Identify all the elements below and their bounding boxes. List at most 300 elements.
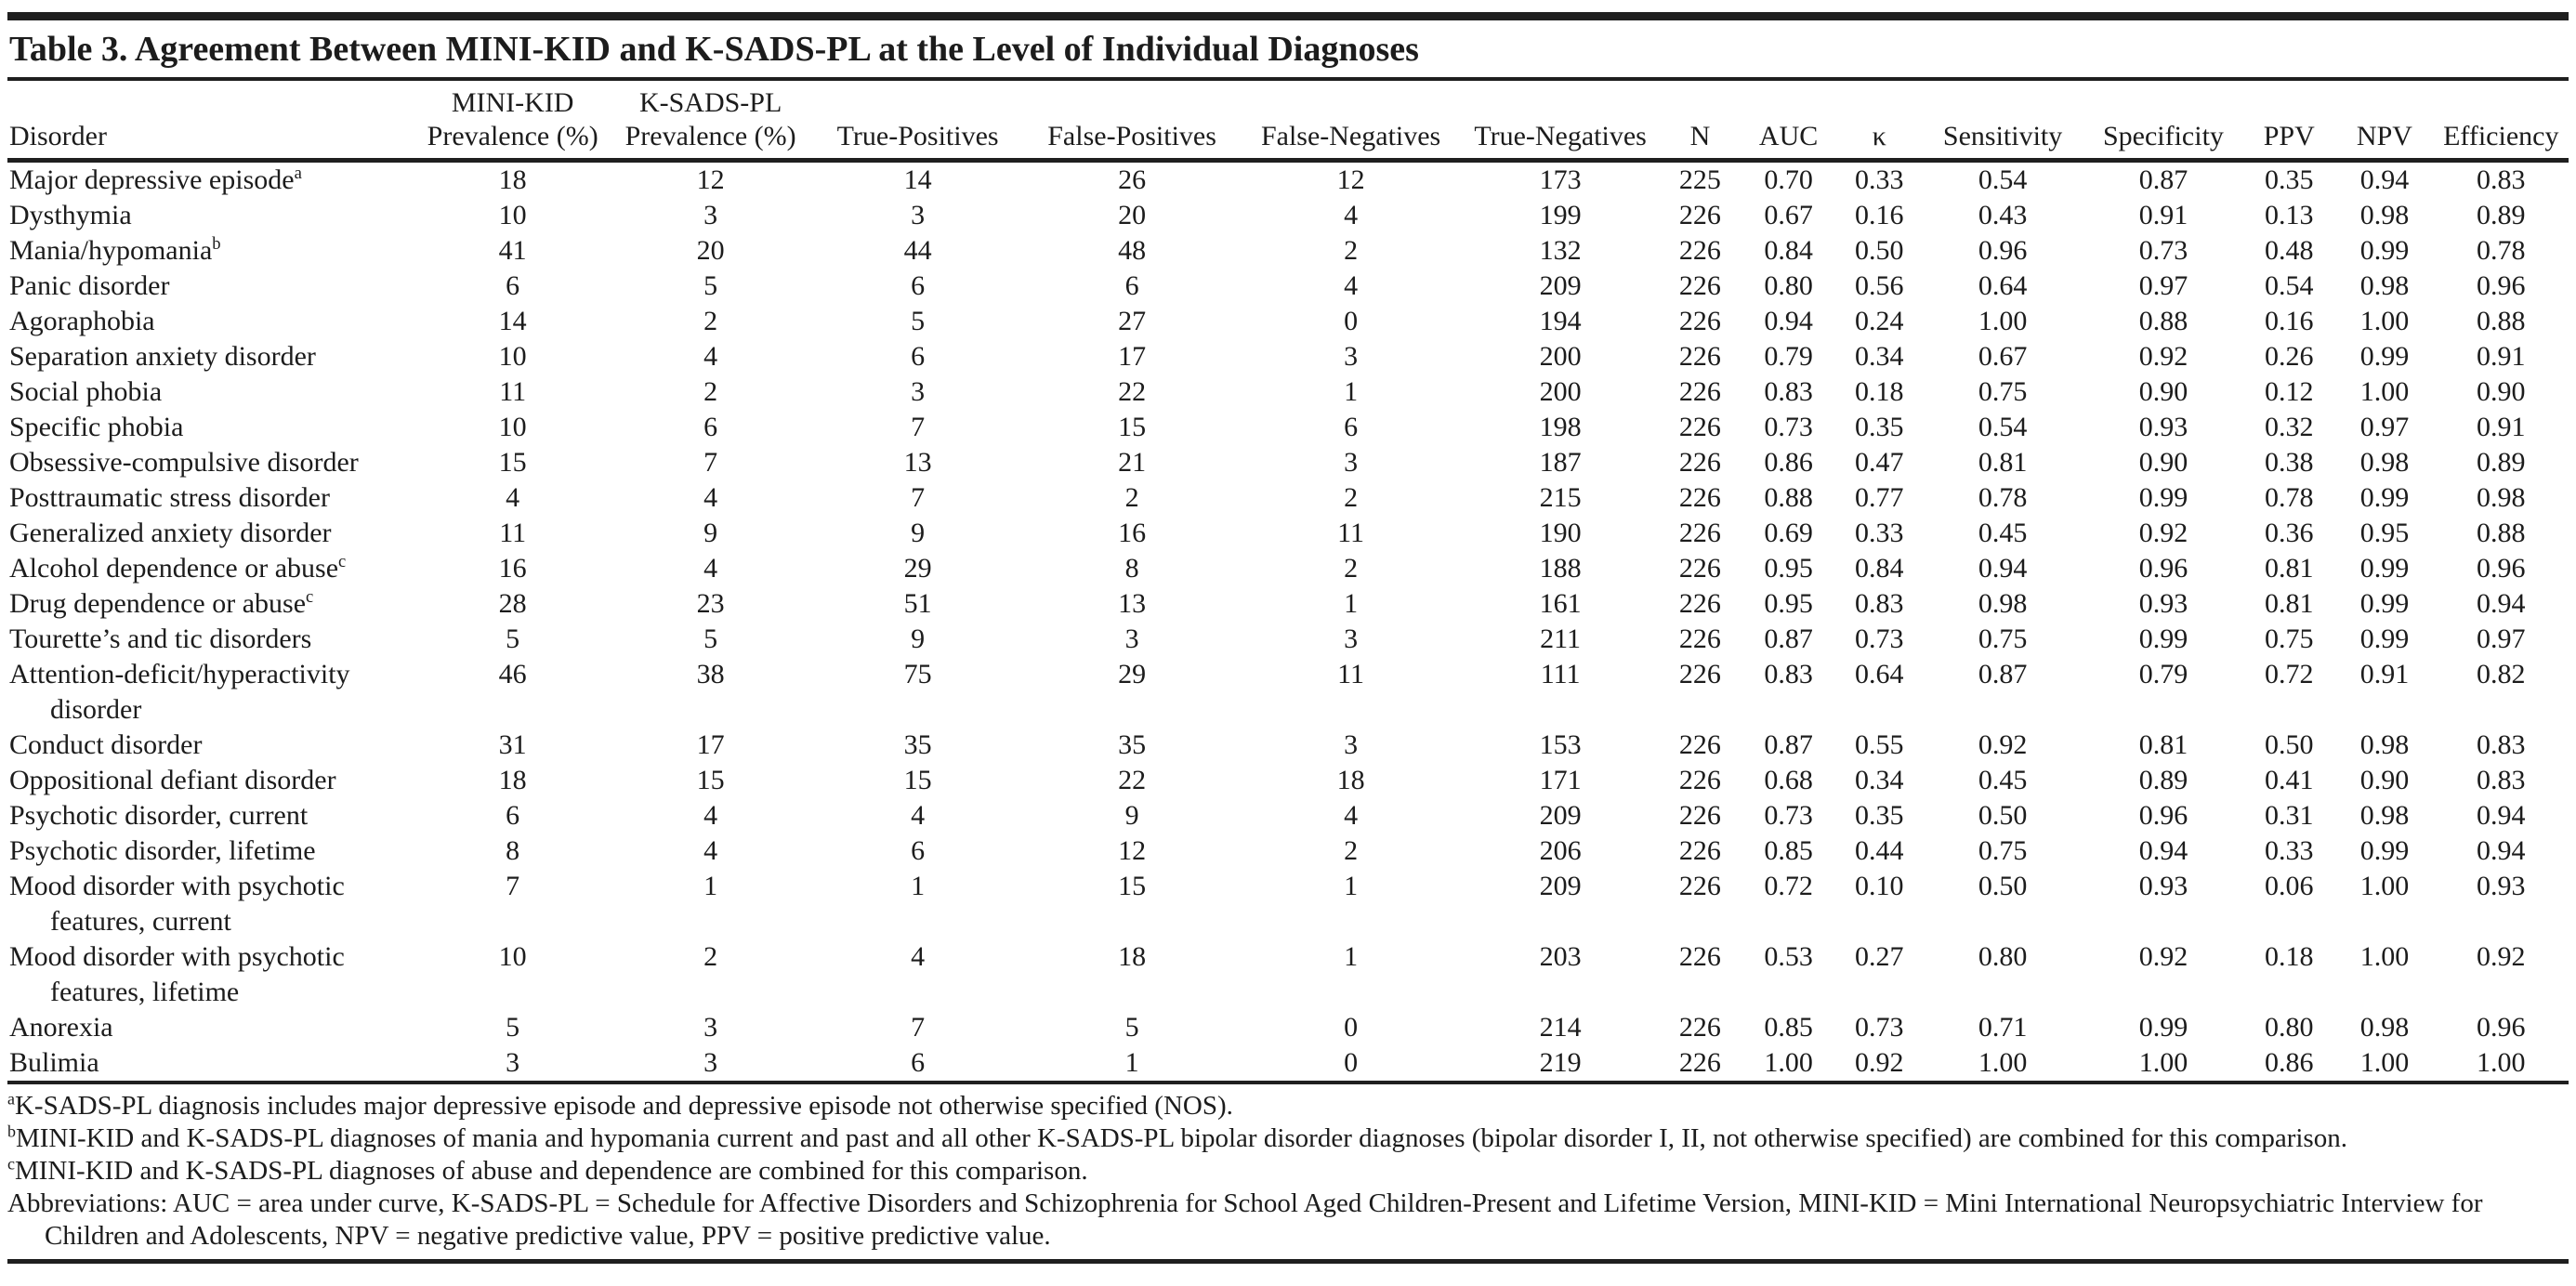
cell-sensitivity: 0.87	[1978, 659, 2028, 689]
disorder-name: Panic disorder	[9, 270, 170, 301]
cell-ksads_prevalence: 1	[703, 871, 718, 901]
cell-sensitivity: 0.75	[1978, 376, 2028, 407]
cell-false_positives: 29	[1118, 659, 1147, 689]
cell-efficiency: 0.88	[2477, 306, 2526, 336]
cell-disorder	[7, 939, 417, 1010]
cell-disorder	[7, 869, 417, 939]
cell-false_negatives: 0	[1242, 1045, 1461, 1083]
cell-false_negatives: 2	[1344, 835, 1359, 866]
cell-auc: 0.95	[1764, 588, 1813, 619]
cell-disorder	[7, 198, 417, 233]
cell-true_negatives: 215	[1539, 482, 1582, 513]
col-header-false_positives: False-Positives	[1022, 81, 1242, 161]
disorder-name: Anorexia	[9, 1012, 113, 1043]
cell-auc: 1.00	[1740, 1045, 1837, 1083]
cell-true_positives: 14	[903, 164, 932, 195]
cell-efficiency: 0.98	[2477, 482, 2526, 513]
cell-disorder	[7, 798, 417, 833]
cell-specificity: 0.81	[2138, 729, 2188, 760]
cell-n: 226	[1678, 306, 1721, 336]
cell-efficiency: 0.90	[2477, 376, 2526, 407]
cell-ksads_prevalence: 2	[703, 306, 718, 336]
cell-ksads_prevalence: 20	[696, 235, 725, 266]
disorder-name: Dysthymia	[9, 200, 132, 230]
cell-true_negatives: 194	[1539, 306, 1582, 336]
cell-ppv: 0.75	[2264, 623, 2314, 654]
cell-npv: 0.99	[2359, 835, 2410, 866]
cell-auc: 0.80	[1764, 270, 1813, 301]
cell-disorder	[7, 516, 417, 551]
col-header-true_negatives: True-Negatives	[1460, 81, 1660, 161]
cell-false_positives: 35	[1118, 729, 1147, 760]
cell-true_negatives: 203	[1539, 941, 1582, 972]
cell-auc: 0.95	[1764, 553, 1813, 584]
cell-false_positives: 16	[1118, 518, 1147, 548]
cell-npv: 0.98	[2359, 729, 2410, 760]
cell-npv: 0.99	[2359, 482, 2410, 513]
cell-kappa: 0.73	[1855, 623, 1904, 654]
disorder-footnote-marker: c	[306, 587, 314, 607]
table-row	[7, 551, 2569, 586]
cell-auc: 0.53	[1764, 941, 1813, 972]
cell-sensitivity: 1.00	[1978, 306, 2028, 336]
cell-n: 226	[1678, 800, 1721, 831]
cell-ksads_prevalence: 7	[703, 447, 718, 478]
disorder-name: Posttraumatic stress disorder	[9, 482, 330, 513]
cell-ksads_prevalence: 23	[696, 588, 725, 619]
table-row	[7, 339, 2569, 374]
col-header-ppv: PPV	[2242, 81, 2335, 161]
col-header-sensitivity: Sensitivity	[1921, 81, 2083, 161]
cell-kappa: 0.10	[1855, 871, 1904, 901]
cell-npv: 0.91	[2359, 659, 2410, 689]
cell-true_positives: 7	[911, 1012, 926, 1043]
cell-false_negatives: 0	[1344, 306, 1359, 336]
cell-auc: 0.88	[1764, 482, 1813, 513]
disorder-name-continuation: features, current	[50, 906, 231, 937]
cell-sensitivity: 0.96	[1978, 235, 2028, 266]
cell-auc: 0.70	[1764, 164, 1813, 195]
cell-false_negatives: 0	[1344, 1012, 1359, 1043]
cell-n: 226	[1678, 765, 1721, 795]
table-row	[7, 445, 2569, 480]
table-row	[7, 161, 2569, 199]
cell-kappa: 0.50	[1855, 235, 1904, 266]
cell-ksads_prevalence: 3	[703, 1012, 718, 1043]
cell-mini_kid_prevalence: 28	[498, 588, 527, 619]
cell-n: 226	[1678, 941, 1721, 972]
cell-n: 226	[1678, 729, 1721, 760]
table-row	[7, 728, 2569, 763]
cell-npv: 0.99	[2359, 553, 2410, 584]
cell-n: 226	[1678, 200, 1721, 230]
cell-disorder	[7, 269, 417, 304]
cell-efficiency: 0.78	[2477, 235, 2526, 266]
cell-mini_kid_prevalence: 7	[506, 871, 520, 901]
cell-efficiency: 0.94	[2477, 835, 2526, 866]
cell-ppv: 0.81	[2264, 588, 2314, 619]
cell-auc: 0.83	[1764, 376, 1813, 407]
cell-ppv: 0.50	[2264, 729, 2314, 760]
cell-auc: 0.85	[1764, 1012, 1813, 1043]
cell-ppv: 0.78	[2264, 482, 2314, 513]
cell-true_positives: 44	[903, 235, 932, 266]
cell-npv: 0.99	[2359, 623, 2410, 654]
cell-n: 226	[1678, 1012, 1721, 1043]
cell-sensitivity: 1.00	[1921, 1045, 2083, 1083]
cell-ksads_prevalence: 4	[703, 800, 718, 831]
cell-sensitivity: 0.64	[1978, 270, 2028, 301]
cell-specificity: 0.99	[2138, 482, 2188, 513]
disorder-name: Obsessive-compulsive disorder	[9, 447, 359, 478]
cell-efficiency: 0.89	[2477, 447, 2526, 478]
cell-n: 226	[1678, 871, 1721, 901]
cell-ksads_prevalence: 4	[703, 341, 718, 372]
cell-n: 226	[1678, 553, 1721, 584]
cell-false_negatives: 6	[1344, 412, 1359, 442]
cell-mini_kid_prevalence: 4	[506, 482, 520, 513]
agreement-table	[7, 81, 2569, 1084]
cell-true_positives: 6	[911, 835, 926, 866]
cell-true_positives: 75	[903, 659, 932, 689]
cell-true_negatives: 199	[1539, 200, 1582, 230]
col-header-kappa: κ	[1837, 81, 1921, 161]
cell-npv: 0.98	[2359, 1012, 2410, 1043]
table-row	[7, 410, 2569, 445]
col-header-specificity: Specificity	[2084, 81, 2242, 161]
cell-ppv: 0.54	[2264, 270, 2314, 301]
cell-false_negatives: 1	[1344, 376, 1359, 407]
col-header-true_positives: True-Positives	[813, 81, 1022, 161]
table-row	[7, 939, 2569, 1010]
cell-true_negatives: 171	[1539, 765, 1582, 795]
cell-kappa: 0.83	[1855, 588, 1904, 619]
cell-mini_kid_prevalence: 5	[506, 1012, 520, 1043]
cell-specificity: 0.90	[2138, 376, 2188, 407]
cell-ksads_prevalence: 15	[696, 765, 725, 795]
cell-kappa: 0.84	[1855, 553, 1904, 584]
cell-ppv: 0.86	[2242, 1045, 2335, 1083]
cell-false_positives: 9	[1124, 800, 1139, 831]
cell-ppv: 0.72	[2264, 659, 2314, 689]
cell-true_positives: 1	[911, 871, 926, 901]
cell-sensitivity: 0.67	[1978, 341, 2028, 372]
cell-n: 226	[1678, 376, 1721, 407]
cell-false_negatives: 2	[1344, 235, 1359, 266]
table-bottom-rule	[7, 1259, 2569, 1264]
cell-disorder	[7, 833, 417, 869]
cell-efficiency: 0.94	[2477, 800, 2526, 831]
col-header-auc: AUC	[1740, 81, 1837, 161]
disorder-name: Mania/hypomania	[9, 235, 213, 266]
cell-ksads_prevalence: 2	[703, 376, 718, 407]
cell-disorder	[7, 410, 417, 445]
cell-false_negatives: 4	[1344, 800, 1359, 831]
cell-true_positives: 7	[911, 412, 926, 442]
cell-specificity: 0.92	[2138, 341, 2188, 372]
cell-disorder	[7, 1045, 417, 1083]
cell-true_positives: 3	[911, 200, 926, 230]
cell-true_negatives: 198	[1539, 412, 1582, 442]
cell-disorder	[7, 657, 417, 728]
cell-disorder	[7, 622, 417, 657]
cell-n: 226	[1678, 588, 1721, 619]
footnotes	[7, 1084, 2569, 1253]
cell-disorder	[7, 763, 417, 798]
table-row	[7, 516, 2569, 551]
cell-mini_kid_prevalence: 10	[498, 941, 527, 972]
disorder-name: Separation anxiety disorder	[9, 341, 316, 372]
cell-mini_kid_prevalence: 15	[498, 447, 527, 478]
cell-auc: 0.84	[1764, 235, 1813, 266]
cell-mini_kid_prevalence: 11	[499, 518, 527, 548]
table-row	[7, 1045, 2569, 1083]
cell-auc: 0.69	[1764, 518, 1813, 548]
col-header-efficiency: Efficiency	[2434, 81, 2569, 161]
cell-ppv: 0.81	[2264, 553, 2314, 584]
cell-true_negatives: 132	[1539, 235, 1582, 266]
cell-kappa: 0.73	[1855, 1012, 1904, 1043]
cell-disorder	[7, 445, 417, 480]
cell-true_positives: 9	[911, 623, 926, 654]
cell-false_positives: 21	[1118, 447, 1147, 478]
cell-true_positives: 51	[903, 588, 932, 619]
cell-auc: 0.86	[1764, 447, 1813, 478]
cell-ksads_prevalence: 4	[703, 482, 718, 513]
disorder-name: Psychotic disorder, current	[9, 800, 309, 831]
cell-ksads_prevalence: 9	[703, 518, 718, 548]
cell-kappa: 0.18	[1855, 376, 1904, 407]
table-row	[7, 657, 2569, 728]
cell-mini_kid_prevalence: 8	[506, 835, 520, 866]
cell-n: 225	[1678, 164, 1721, 195]
cell-ppv: 0.06	[2264, 871, 2314, 901]
cell-n: 226	[1678, 623, 1721, 654]
cell-disorder	[7, 1010, 417, 1045]
cell-true_positives: 6	[813, 1045, 1022, 1083]
cell-ksads_prevalence: 6	[703, 412, 718, 442]
col-header-ksads_prevalence: K-SADS-PL Prevalence (%)	[608, 81, 812, 161]
cell-mini_kid_prevalence: 46	[498, 659, 527, 689]
disorder-name: Drug dependence or abuse	[9, 588, 307, 619]
cell-n: 226	[1678, 835, 1721, 866]
cell-true_negatives: 173	[1539, 164, 1582, 195]
cell-specificity: 0.88	[2138, 306, 2188, 336]
cell-efficiency: 0.96	[2477, 1012, 2526, 1043]
cell-false_negatives: 12	[1336, 164, 1365, 195]
disorder-name: Generalized anxiety disorder	[9, 518, 332, 548]
cell-false_positives: 12	[1118, 835, 1147, 866]
cell-disorder	[7, 339, 417, 374]
cell-false_positives: 3	[1124, 623, 1139, 654]
cell-npv: 0.99	[2359, 341, 2410, 372]
cell-specificity: 0.94	[2138, 835, 2188, 866]
cell-ksads_prevalence: 4	[703, 553, 718, 584]
cell-true_positives: 6	[911, 270, 926, 301]
cell-sensitivity: 0.80	[1978, 941, 2028, 972]
cell-npv: 0.98	[2359, 447, 2410, 478]
cell-kappa: 0.24	[1855, 306, 1904, 336]
cell-true_negatives: 153	[1539, 729, 1582, 760]
footnote-c-marker: c	[7, 1154, 15, 1174]
cell-sensitivity: 0.45	[1978, 518, 2028, 548]
disorder-name: Oppositional defiant disorder	[9, 765, 336, 795]
cell-ksads_prevalence: 5	[703, 270, 718, 301]
cell-specificity: 1.00	[2084, 1045, 2242, 1083]
cell-ppv: 0.32	[2264, 412, 2314, 442]
table-row	[7, 586, 2569, 622]
cell-auc: 0.94	[1764, 306, 1813, 336]
table-row	[7, 304, 2569, 339]
cell-efficiency: 0.97	[2477, 623, 2526, 654]
table-row	[7, 480, 2569, 516]
footnote-a	[7, 1090, 2569, 1122]
disorder-footnote-marker: c	[338, 552, 347, 571]
cell-false_positives: 26	[1118, 164, 1147, 195]
cell-true_positives: 5	[911, 306, 926, 336]
cell-efficiency: 0.92	[2477, 941, 2526, 972]
cell-sensitivity: 0.75	[1978, 623, 2028, 654]
header-row	[7, 81, 2569, 161]
footnote-c	[7, 1155, 2569, 1188]
cell-true_negatives: 188	[1539, 553, 1582, 584]
cell-true_positives: 7	[911, 482, 926, 513]
disorder-name: Attention-deficit/hyperactivity	[9, 659, 350, 689]
cell-efficiency: 0.82	[2477, 659, 2526, 689]
disorder-name: Conduct disorder	[9, 729, 203, 760]
col-header-npv: NPV	[2335, 81, 2433, 161]
footnote-a-text: K-SADS-PL diagnosis includes major depressive episode and depressive episode not otherwise specified (NOS).	[14, 1091, 1233, 1121]
cell-false_positives: 6	[1124, 270, 1139, 301]
cell-auc: 0.79	[1764, 341, 1813, 372]
cell-specificity: 0.87	[2138, 164, 2188, 195]
cell-sensitivity: 0.54	[1978, 412, 2028, 442]
cell-ppv: 0.12	[2264, 376, 2314, 407]
cell-ksads_prevalence: 4	[703, 835, 718, 866]
cell-ppv: 0.41	[2264, 765, 2314, 795]
cell-sensitivity: 0.45	[1978, 765, 2028, 795]
cell-true_positives: 35	[903, 729, 932, 760]
cell-true_positives: 4	[911, 941, 926, 972]
cell-true_negatives: 200	[1539, 341, 1582, 372]
cell-true_negatives: 206	[1539, 835, 1582, 866]
cell-auc: 0.87	[1764, 623, 1813, 654]
cell-specificity: 0.92	[2138, 518, 2188, 548]
cell-efficiency: 0.93	[2477, 871, 2526, 901]
cell-npv: 0.98	[2359, 800, 2410, 831]
cell-sensitivity: 0.94	[1978, 553, 2028, 584]
cell-disorder	[7, 551, 417, 586]
cell-n: 226	[1678, 341, 1721, 372]
cell-mini_kid_prevalence: 31	[498, 729, 527, 760]
cell-auc: 0.67	[1764, 200, 1813, 230]
cell-ksads_prevalence: 5	[703, 623, 718, 654]
cell-npv: 0.95	[2359, 518, 2410, 548]
cell-mini_kid_prevalence: 10	[498, 341, 527, 372]
cell-efficiency: 1.00	[2434, 1045, 2569, 1083]
cell-specificity: 0.92	[2138, 941, 2188, 972]
cell-kappa: 0.34	[1855, 765, 1904, 795]
cell-kappa: 0.44	[1855, 835, 1904, 866]
cell-false_negatives: 18	[1336, 765, 1365, 795]
footnote-c-text: MINI-KID and K-SADS-PL diagnoses of abuse and dependence are combined for this comparison.	[14, 1156, 1088, 1186]
cell-kappa: 0.56	[1855, 270, 1904, 301]
cell-ppv: 0.13	[2264, 200, 2314, 230]
cell-kappa: 0.33	[1855, 518, 1904, 548]
cell-false_positives: 2	[1124, 482, 1139, 513]
cell-kappa: 0.47	[1855, 447, 1904, 478]
cell-mini_kid_prevalence: 16	[498, 553, 527, 584]
cell-mini_kid_prevalence: 10	[498, 200, 527, 230]
cell-npv: 0.98	[2359, 200, 2410, 230]
cell-kappa: 0.27	[1855, 941, 1904, 972]
cell-npv: 0.99	[2359, 588, 2410, 619]
cell-specificity: 0.99	[2138, 623, 2188, 654]
cell-true_negatives: 200	[1539, 376, 1582, 407]
cell-mini_kid_prevalence: 6	[506, 270, 520, 301]
cell-auc: 0.87	[1764, 729, 1813, 760]
cell-ppv: 0.48	[2264, 235, 2314, 266]
cell-ppv: 0.16	[2264, 306, 2314, 336]
cell-specificity: 0.93	[2138, 588, 2188, 619]
cell-true_positives: 15	[903, 765, 932, 795]
cell-efficiency: 0.89	[2477, 200, 2526, 230]
cell-true_negatives: 111	[1540, 659, 1581, 689]
cell-mini_kid_prevalence: 14	[498, 306, 527, 336]
col-header-disorder: Disorder	[7, 81, 417, 161]
cell-mini_kid_prevalence: 11	[499, 376, 527, 407]
cell-sensitivity: 0.75	[1978, 835, 2028, 866]
cell-mini_kid_prevalence: 3	[417, 1045, 608, 1083]
cell-false_negatives: 3	[1344, 729, 1359, 760]
cell-sensitivity: 0.92	[1978, 729, 2028, 760]
cell-kappa: 0.35	[1855, 800, 1904, 831]
cell-false_positives: 48	[1118, 235, 1147, 266]
disorder-footnote-marker: a	[294, 164, 302, 183]
cell-false_negatives: 1	[1344, 588, 1359, 619]
cell-auc: 0.73	[1764, 412, 1813, 442]
cell-disorder	[7, 233, 417, 269]
cell-npv: 0.99	[2359, 235, 2410, 266]
cell-ksads_prevalence: 12	[696, 164, 725, 195]
cell-sensitivity: 0.50	[1978, 871, 2028, 901]
cell-auc: 0.68	[1764, 765, 1813, 795]
cell-disorder	[7, 374, 417, 410]
disorder-footnote-marker: b	[212, 234, 221, 254]
disorder-name: Tourette’s and tic disorders	[9, 623, 312, 654]
table-row	[7, 869, 2569, 939]
footnote-b-marker: b	[7, 1122, 16, 1141]
cell-ppv: 0.31	[2264, 800, 2314, 831]
disorder-name: Mood disorder with psychotic	[9, 941, 345, 972]
table-row	[7, 198, 2569, 233]
footnote-abbreviations	[7, 1188, 2569, 1253]
cell-specificity: 0.96	[2138, 553, 2188, 584]
cell-ksads_prevalence: 3	[703, 200, 718, 230]
cell-true_negatives: 209	[1539, 270, 1582, 301]
cell-true_negatives: 209	[1539, 800, 1582, 831]
cell-mini_kid_prevalence: 18	[498, 765, 527, 795]
cell-false_negatives: 11	[1337, 659, 1365, 689]
cell-kappa: 0.64	[1855, 659, 1904, 689]
cell-kappa: 0.77	[1855, 482, 1904, 513]
cell-npv: 0.97	[2359, 412, 2410, 442]
cell-true_positives: 13	[903, 447, 932, 478]
cell-mini_kid_prevalence: 41	[498, 235, 527, 266]
cell-sensitivity: 0.71	[1978, 1012, 2028, 1043]
table-header	[7, 81, 2569, 161]
cell-ppv: 0.36	[2264, 518, 2314, 548]
